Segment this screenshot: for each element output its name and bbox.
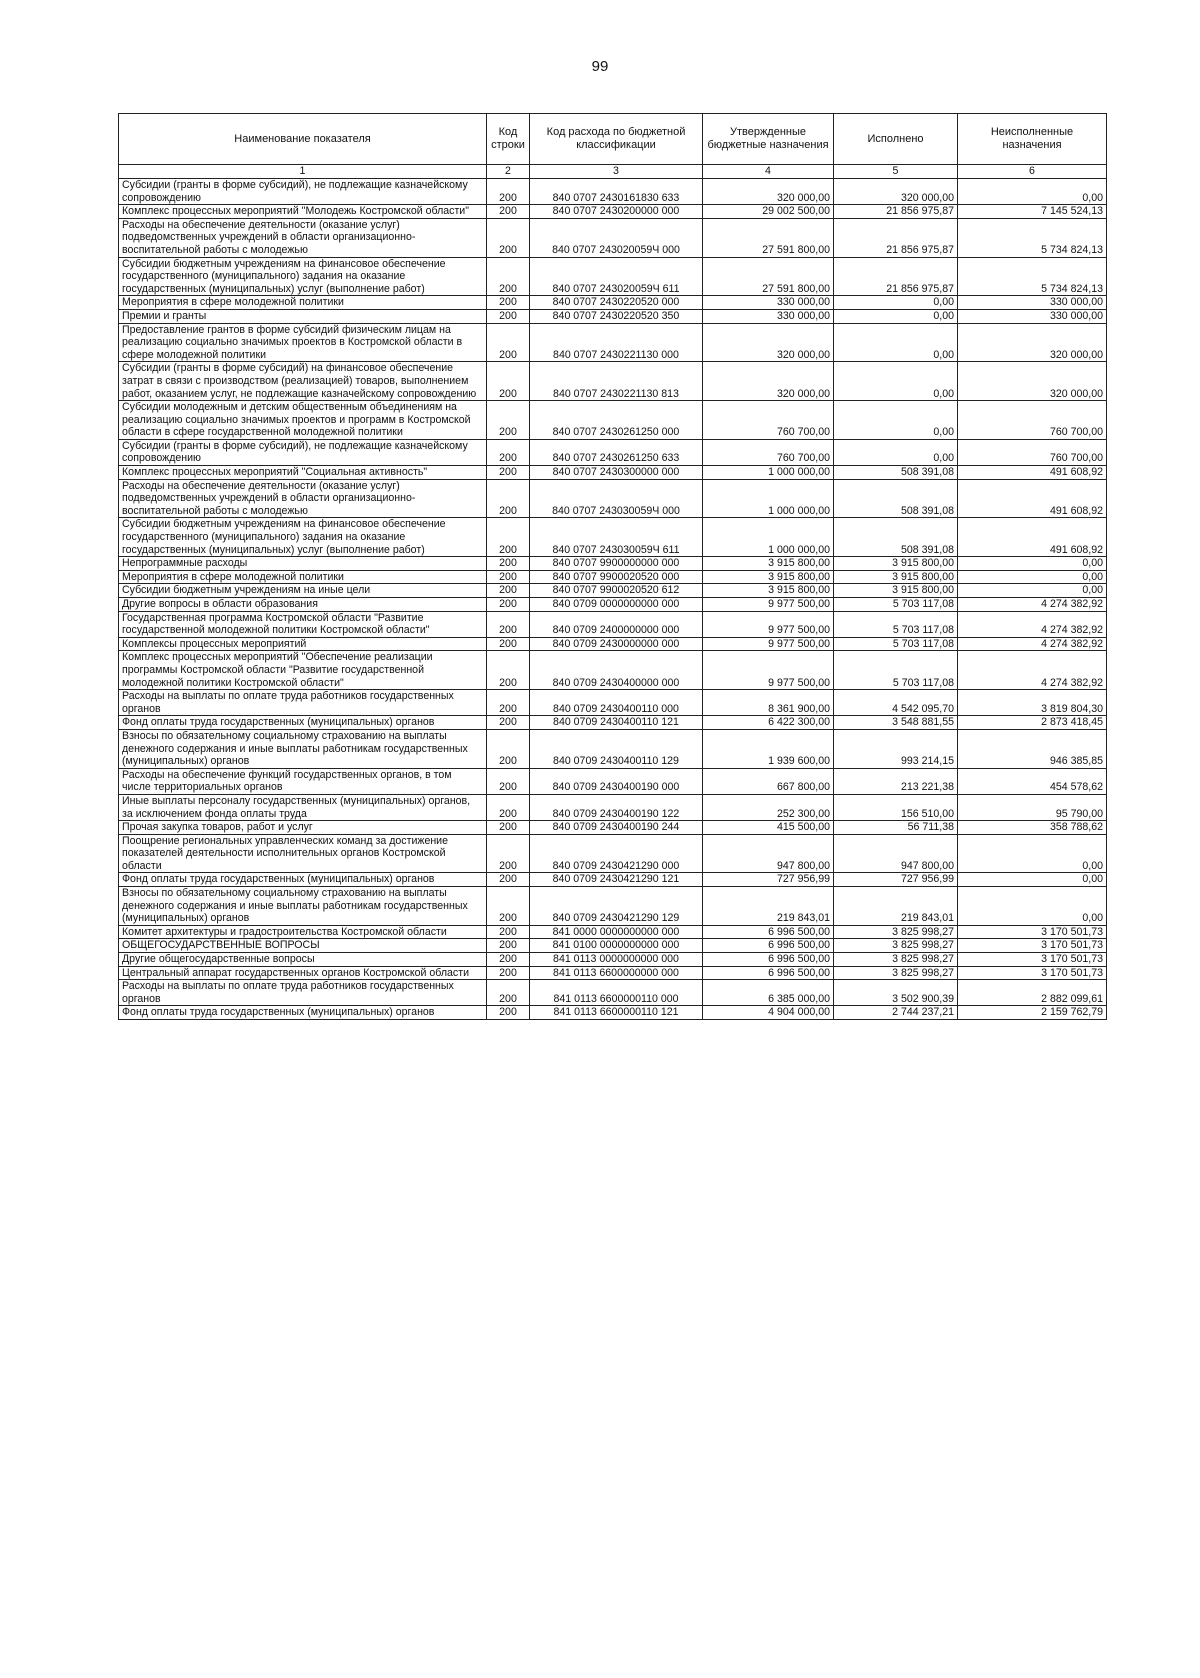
row-name-cell: ОБЩЕГОСУДАРСТВЕННЫЕ ВОПРОСЫ (119, 939, 487, 953)
table-row (119, 690, 1107, 716)
row-unexecuted-cell: 2 159 762,79 (958, 1006, 1107, 1020)
row-executed-cell: 2 744 237,21 (834, 1006, 958, 1020)
row-name-cell: Фонд оплаты труда государственных (муниципальных) органов (119, 716, 487, 730)
row-unexecuted-cell: 0,00 (958, 179, 1107, 205)
header-line-code: Код строки (487, 114, 530, 165)
row-line-code-cell: 200 (487, 362, 530, 401)
table-row (119, 834, 1107, 873)
row-expense-code-cell: 840 0707 2430161830 633 (530, 179, 703, 205)
budget-execution-table (118, 113, 1107, 1020)
row-approved-cell: 3 915 800,00 (703, 584, 834, 598)
row-expense-code-cell: 840 0709 2430421290 129 (530, 887, 703, 926)
table-row (119, 768, 1107, 794)
row-unexecuted-cell: 4 274 382,92 (958, 637, 1107, 651)
table-row (119, 873, 1107, 887)
row-approved-cell: 1 939 600,00 (703, 729, 834, 768)
row-approved-cell: 320 000,00 (703, 323, 834, 362)
row-line-code-cell: 200 (487, 980, 530, 1006)
column-number: 4 (703, 165, 834, 179)
table-row (119, 821, 1107, 835)
table-row (119, 953, 1107, 967)
table-row (119, 570, 1107, 584)
row-approved-cell: 667 800,00 (703, 768, 834, 794)
page-number: 99 (591, 58, 609, 75)
table-row (119, 980, 1107, 1006)
table-row (119, 323, 1107, 362)
table-row (119, 584, 1107, 598)
row-line-code-cell: 200 (487, 716, 530, 730)
row-unexecuted-cell: 320 000,00 (958, 362, 1107, 401)
row-line-code-cell: 200 (487, 466, 530, 480)
row-expense-code-cell: 841 0113 6600000110 121 (530, 1006, 703, 1020)
row-name-cell: Иные выплаты персоналу государственных (муниципальных) органов, за исключением фонда оплаты труда (119, 794, 487, 820)
row-unexecuted-cell: 491 608,92 (958, 466, 1107, 480)
row-expense-code-cell: 840 0707 243030059Ч 000 (530, 479, 703, 518)
row-executed-cell: 21 856 975,87 (834, 218, 958, 257)
row-name-cell: Другие общегосударственные вопросы (119, 953, 487, 967)
row-line-code-cell: 200 (487, 821, 530, 835)
row-executed-cell: 219 843,01 (834, 887, 958, 926)
row-executed-cell: 993 214,15 (834, 729, 958, 768)
row-executed-cell: 3 915 800,00 (834, 570, 958, 584)
row-executed-cell: 3 502 900,39 (834, 980, 958, 1006)
row-approved-cell: 760 700,00 (703, 401, 834, 440)
row-unexecuted-cell: 491 608,92 (958, 479, 1107, 518)
row-executed-cell: 3 825 998,27 (834, 939, 958, 953)
table-row (119, 179, 1107, 205)
row-name-cell: Другие вопросы в области образования (119, 598, 487, 612)
row-line-code-cell: 200 (487, 1006, 530, 1020)
row-executed-cell: 3 548 881,55 (834, 716, 958, 730)
table-row (119, 598, 1107, 612)
table-row (119, 518, 1107, 557)
header-expense-code: Код расхода по бюджетной классификации (530, 114, 703, 165)
row-approved-cell: 320 000,00 (703, 362, 834, 401)
row-line-code-cell: 200 (487, 218, 530, 257)
row-executed-cell: 0,00 (834, 296, 958, 310)
row-approved-cell: 9 977 500,00 (703, 651, 834, 690)
row-expense-code-cell: 840 0709 2430421290 000 (530, 834, 703, 873)
row-line-code-cell: 200 (487, 598, 530, 612)
row-unexecuted-cell: 2 882 099,61 (958, 980, 1107, 1006)
row-unexecuted-cell: 3 170 501,73 (958, 966, 1107, 980)
row-name-cell: Мероприятия в сфере молодежной политики (119, 296, 487, 310)
table-row (119, 257, 1107, 296)
row-unexecuted-cell: 0,00 (958, 887, 1107, 926)
table-row (119, 716, 1107, 730)
row-name-cell: Комплекс процессных мероприятий "Социальная активность" (119, 466, 487, 480)
table-row (119, 925, 1107, 939)
table-row (119, 651, 1107, 690)
row-approved-cell: 6 996 500,00 (703, 939, 834, 953)
row-executed-cell: 320 000,00 (834, 179, 958, 205)
table-row (119, 439, 1107, 465)
row-approved-cell: 727 956,99 (703, 873, 834, 887)
row-approved-cell: 29 002 500,00 (703, 205, 834, 219)
row-approved-cell: 330 000,00 (703, 309, 834, 323)
table-row (119, 729, 1107, 768)
header-approved: Утвержденные бюджетные назначения (703, 114, 834, 165)
row-unexecuted-cell: 330 000,00 (958, 309, 1107, 323)
row-executed-cell: 156 510,00 (834, 794, 958, 820)
row-expense-code-cell: 841 0100 0000000000 000 (530, 939, 703, 953)
row-name-cell: Государственная программа Костромской области "Развитие государственной молодежной политики Костромской области" (119, 611, 487, 637)
row-unexecuted-cell: 0,00 (958, 834, 1107, 873)
row-line-code-cell: 200 (487, 296, 530, 310)
row-approved-cell: 330 000,00 (703, 296, 834, 310)
row-unexecuted-cell: 4 274 382,92 (958, 611, 1107, 637)
row-unexecuted-cell: 0,00 (958, 873, 1107, 887)
row-name-cell: Комплекс процессных мероприятий "Обеспечение реализации программы Костромской области "Развитие государственной молодежной политики Костромской области" (119, 651, 487, 690)
row-unexecuted-cell: 0,00 (958, 570, 1107, 584)
row-executed-cell: 0,00 (834, 401, 958, 440)
row-approved-cell: 6 996 500,00 (703, 966, 834, 980)
row-name-cell: Поощрение региональных управленческих команд за достижение показателей деятельности исполнительных органов Костромской области (119, 834, 487, 873)
row-approved-cell: 760 700,00 (703, 439, 834, 465)
row-expense-code-cell: 841 0113 0000000000 000 (530, 953, 703, 967)
column-number: 3 (530, 165, 703, 179)
row-executed-cell: 508 391,08 (834, 479, 958, 518)
row-unexecuted-cell: 330 000,00 (958, 296, 1107, 310)
row-expense-code-cell: 840 0709 2430400110 129 (530, 729, 703, 768)
table-row (119, 309, 1107, 323)
row-executed-cell: 508 391,08 (834, 518, 958, 557)
column-number: 6 (958, 165, 1107, 179)
row-line-code-cell: 200 (487, 570, 530, 584)
row-executed-cell: 5 703 117,08 (834, 637, 958, 651)
row-name-cell: Расходы на обеспечение функций государственных органов, в том числе территориальных органов (119, 768, 487, 794)
row-line-code-cell: 200 (487, 179, 530, 205)
row-expense-code-cell: 840 0709 2430400110 121 (530, 716, 703, 730)
row-line-code-cell: 200 (487, 939, 530, 953)
row-expense-code-cell: 841 0113 6600000000 000 (530, 966, 703, 980)
header-unexecuted: Неисполненные назначения (958, 114, 1107, 165)
row-approved-cell: 27 591 800,00 (703, 257, 834, 296)
row-executed-cell: 727 956,99 (834, 873, 958, 887)
row-line-code-cell: 200 (487, 401, 530, 440)
row-line-code-cell: 200 (487, 729, 530, 768)
row-approved-cell: 1 000 000,00 (703, 518, 834, 557)
row-approved-cell: 6 385 000,00 (703, 980, 834, 1006)
row-name-cell: Центральный аппарат государственных органов Костромской области (119, 966, 487, 980)
row-name-cell: Субсидии бюджетным учреждениям на иные цели (119, 584, 487, 598)
row-expense-code-cell: 840 0707 9900020520 000 (530, 570, 703, 584)
row-line-code-cell: 200 (487, 690, 530, 716)
row-unexecuted-cell: 2 873 418,45 (958, 716, 1107, 730)
row-name-cell: Субсидии (гранты в форме субсидий), не подлежащие казначейскому сопровождению (119, 179, 487, 205)
row-name-cell: Предоставление грантов в форме субсидий физическим лицам на реализацию социально значимых проектов в Костромской области в сфере молодежной политики (119, 323, 487, 362)
table-row (119, 218, 1107, 257)
row-unexecuted-cell: 5 734 824,13 (958, 218, 1107, 257)
row-executed-cell: 508 391,08 (834, 466, 958, 480)
row-approved-cell: 27 591 800,00 (703, 218, 834, 257)
row-name-cell: Расходы на выплаты по оплате труда работников государственных органов (119, 690, 487, 716)
row-name-cell: Непрограммные расходы (119, 557, 487, 571)
row-unexecuted-cell: 0,00 (958, 557, 1107, 571)
row-approved-cell: 252 300,00 (703, 794, 834, 820)
row-executed-cell: 3 825 998,27 (834, 925, 958, 939)
row-approved-cell: 947 800,00 (703, 834, 834, 873)
row-line-code-cell: 200 (487, 651, 530, 690)
row-line-code-cell: 200 (487, 323, 530, 362)
row-line-code-cell: 200 (487, 439, 530, 465)
row-executed-cell: 4 542 095,70 (834, 690, 958, 716)
row-expense-code-cell: 840 0707 2430261250 000 (530, 401, 703, 440)
row-expense-code-cell: 840 0709 2430000000 000 (530, 637, 703, 651)
row-expense-code-cell: 840 0709 2430400190 000 (530, 768, 703, 794)
row-approved-cell: 219 843,01 (703, 887, 834, 926)
table-row (119, 637, 1107, 651)
row-line-code-cell: 200 (487, 479, 530, 518)
row-unexecuted-cell: 454 578,62 (958, 768, 1107, 794)
row-name-cell: Субсидии бюджетным учреждениям на финансовое обеспечение государственного (муниципального) задания на оказание государственных (муниципальных) услуг (выполнение работ) (119, 518, 487, 557)
table-row (119, 611, 1107, 637)
column-numbers-row (119, 165, 1107, 179)
row-name-cell: Расходы на выплаты по оплате труда работников государственных органов (119, 980, 487, 1006)
row-unexecuted-cell: 3 170 501,73 (958, 939, 1107, 953)
row-line-code-cell: 200 (487, 309, 530, 323)
column-number: 2 (487, 165, 530, 179)
row-name-cell: Комплексы процессных мероприятий (119, 637, 487, 651)
table-row (119, 362, 1107, 401)
table-body (119, 179, 1107, 1020)
row-approved-cell: 3 915 800,00 (703, 570, 834, 584)
table-row (119, 205, 1107, 219)
row-expense-code-cell: 840 0709 0000000000 000 (530, 598, 703, 612)
row-unexecuted-cell: 0,00 (958, 584, 1107, 598)
row-executed-cell: 5 703 117,08 (834, 598, 958, 612)
row-unexecuted-cell: 320 000,00 (958, 323, 1107, 362)
row-line-code-cell: 200 (487, 257, 530, 296)
row-line-code-cell: 200 (487, 205, 530, 219)
column-number: 5 (834, 165, 958, 179)
row-unexecuted-cell: 358 788,62 (958, 821, 1107, 835)
row-name-cell: Расходы на обеспечение деятельности (оказание услуг) подведомственных учреждений в области организационно-воспитательной работы с молодежью (119, 218, 487, 257)
row-expense-code-cell: 840 0707 2430200000 000 (530, 205, 703, 219)
row-name-cell: Субсидии бюджетным учреждениям на финансовое обеспечение государственного (муниципального) задания на оказание государственных (муниципальных) услуг (выполнение работ) (119, 257, 487, 296)
row-line-code-cell: 200 (487, 518, 530, 557)
row-line-code-cell: 200 (487, 557, 530, 571)
row-approved-cell: 9 977 500,00 (703, 611, 834, 637)
row-approved-cell: 415 500,00 (703, 821, 834, 835)
row-expense-code-cell: 840 0707 2430221130 813 (530, 362, 703, 401)
row-name-cell: Фонд оплаты труда государственных (муниципальных) органов (119, 1006, 487, 1020)
table-row (119, 479, 1107, 518)
row-expense-code-cell: 840 0707 9900000000 000 (530, 557, 703, 571)
row-expense-code-cell: 840 0709 2430400000 000 (530, 651, 703, 690)
row-expense-code-cell: 840 0707 243030059Ч 611 (530, 518, 703, 557)
row-line-code-cell: 200 (487, 834, 530, 873)
row-line-code-cell: 200 (487, 584, 530, 598)
row-executed-cell: 5 703 117,08 (834, 611, 958, 637)
row-expense-code-cell: 840 0707 243020059Ч 611 (530, 257, 703, 296)
row-expense-code-cell: 840 0707 2430220520 350 (530, 309, 703, 323)
row-expense-code-cell: 840 0707 2430300000 000 (530, 466, 703, 480)
row-name-cell: Взносы по обязательному социальному страхованию на выплаты денежного содержания и иные выплаты работникам государственных (муниципальных) органов (119, 729, 487, 768)
row-line-code-cell: 200 (487, 873, 530, 887)
row-executed-cell: 56 711,38 (834, 821, 958, 835)
row-unexecuted-cell: 5 734 824,13 (958, 257, 1107, 296)
table-row (119, 466, 1107, 480)
row-approved-cell: 4 904 000,00 (703, 1006, 834, 1020)
row-unexecuted-cell: 95 790,00 (958, 794, 1107, 820)
row-unexecuted-cell: 946 385,85 (958, 729, 1107, 768)
table-header-row (119, 114, 1107, 165)
row-executed-cell: 947 800,00 (834, 834, 958, 873)
row-name-cell: Субсидии (гранты в форме субсидий) на финансовое обеспечение затрат в связи с производством (реализацией) товаров, выполнением работ, оказанием услуг, не подлежащие казначейскому сопровождению (119, 362, 487, 401)
row-unexecuted-cell: 3 170 501,73 (958, 953, 1107, 967)
row-line-code-cell: 200 (487, 887, 530, 926)
row-approved-cell: 6 422 300,00 (703, 716, 834, 730)
row-expense-code-cell: 840 0709 2430400110 000 (530, 690, 703, 716)
row-expense-code-cell: 840 0709 2430400190 122 (530, 794, 703, 820)
row-name-cell: Взносы по обязательному социальному страхованию на выплаты денежного содержания и иные выплаты работникам государственных (муниципальных) органов (119, 887, 487, 926)
row-name-cell: Субсидии молодежным и детским общественным объединениям на реализацию социально значимых проектов и программ в Костромской области в сфере государственной молодежной политики (119, 401, 487, 440)
row-unexecuted-cell: 3 170 501,73 (958, 925, 1107, 939)
table-row (119, 939, 1107, 953)
row-expense-code-cell: 840 0707 2430221130 000 (530, 323, 703, 362)
row-unexecuted-cell: 491 608,92 (958, 518, 1107, 557)
row-expense-code-cell: 840 0709 2430400190 244 (530, 821, 703, 835)
row-line-code-cell: 200 (487, 925, 530, 939)
row-executed-cell: 21 856 975,87 (834, 257, 958, 296)
row-approved-cell: 6 996 500,00 (703, 925, 834, 939)
row-executed-cell: 0,00 (834, 323, 958, 362)
column-number: 1 (119, 165, 487, 179)
row-approved-cell: 8 361 900,00 (703, 690, 834, 716)
header-name: Наименование показателя (119, 114, 487, 165)
row-expense-code-cell: 840 0709 2430421290 121 (530, 873, 703, 887)
row-expense-code-cell: 840 0707 9900020520 612 (530, 584, 703, 598)
table-row (119, 296, 1107, 310)
row-approved-cell: 3 915 800,00 (703, 557, 834, 571)
row-executed-cell: 3 825 998,27 (834, 953, 958, 967)
row-expense-code-cell: 840 0709 2400000000 000 (530, 611, 703, 637)
row-expense-code-cell: 841 0113 6600000110 000 (530, 980, 703, 1006)
table-row (119, 401, 1107, 440)
table-row (119, 557, 1107, 571)
row-name-cell: Премии и гранты (119, 309, 487, 323)
row-executed-cell: 0,00 (834, 362, 958, 401)
row-executed-cell: 21 856 975,87 (834, 205, 958, 219)
row-approved-cell: 9 977 500,00 (703, 637, 834, 651)
row-expense-code-cell: 840 0707 2430220520 000 (530, 296, 703, 310)
row-name-cell: Комплекс процессных мероприятий "Молодежь Костромской области" (119, 205, 487, 219)
row-name-cell: Прочая закупка товаров, работ и услуг (119, 821, 487, 835)
row-unexecuted-cell: 760 700,00 (958, 439, 1107, 465)
row-unexecuted-cell: 760 700,00 (958, 401, 1107, 440)
row-name-cell: Комитет архитектуры и градостроительства Костромской области (119, 925, 487, 939)
row-expense-code-cell: 840 0707 2430261250 633 (530, 439, 703, 465)
row-executed-cell: 0,00 (834, 439, 958, 465)
row-approved-cell: 320 000,00 (703, 179, 834, 205)
row-line-code-cell: 200 (487, 953, 530, 967)
header-executed: Исполнено (834, 114, 958, 165)
row-name-cell: Мероприятия в сфере молодежной политики (119, 570, 487, 584)
row-approved-cell: 6 996 500,00 (703, 953, 834, 967)
row-line-code-cell: 200 (487, 768, 530, 794)
table-row (119, 966, 1107, 980)
row-line-code-cell: 200 (487, 794, 530, 820)
row-name-cell: Фонд оплаты труда государственных (муниципальных) органов (119, 873, 487, 887)
row-unexecuted-cell: 4 274 382,92 (958, 651, 1107, 690)
row-line-code-cell: 200 (487, 637, 530, 651)
row-executed-cell: 3 915 800,00 (834, 584, 958, 598)
table-row (119, 794, 1107, 820)
row-name-cell: Субсидии (гранты в форме субсидий), не подлежащие казначейскому сопровождению (119, 439, 487, 465)
row-name-cell: Расходы на обеспечение деятельности (оказание услуг) подведомственных учреждений в области организационно-воспитательной работы с молодежью (119, 479, 487, 518)
row-approved-cell: 9 977 500,00 (703, 598, 834, 612)
row-expense-code-cell: 840 0707 243020059Ч 000 (530, 218, 703, 257)
row-approved-cell: 1 000 000,00 (703, 466, 834, 480)
row-unexecuted-cell: 3 819 804,30 (958, 690, 1107, 716)
row-executed-cell: 3 825 998,27 (834, 966, 958, 980)
table-row (119, 887, 1107, 926)
row-line-code-cell: 200 (487, 966, 530, 980)
row-unexecuted-cell: 4 274 382,92 (958, 598, 1107, 612)
row-executed-cell: 5 703 117,08 (834, 651, 958, 690)
row-expense-code-cell: 841 0000 0000000000 000 (530, 925, 703, 939)
row-unexecuted-cell: 7 145 524,13 (958, 205, 1107, 219)
row-executed-cell: 0,00 (834, 309, 958, 323)
row-approved-cell: 1 000 000,00 (703, 479, 834, 518)
row-line-code-cell: 200 (487, 611, 530, 637)
row-executed-cell: 3 915 800,00 (834, 557, 958, 571)
row-executed-cell: 213 221,38 (834, 768, 958, 794)
table-row (119, 1006, 1107, 1020)
